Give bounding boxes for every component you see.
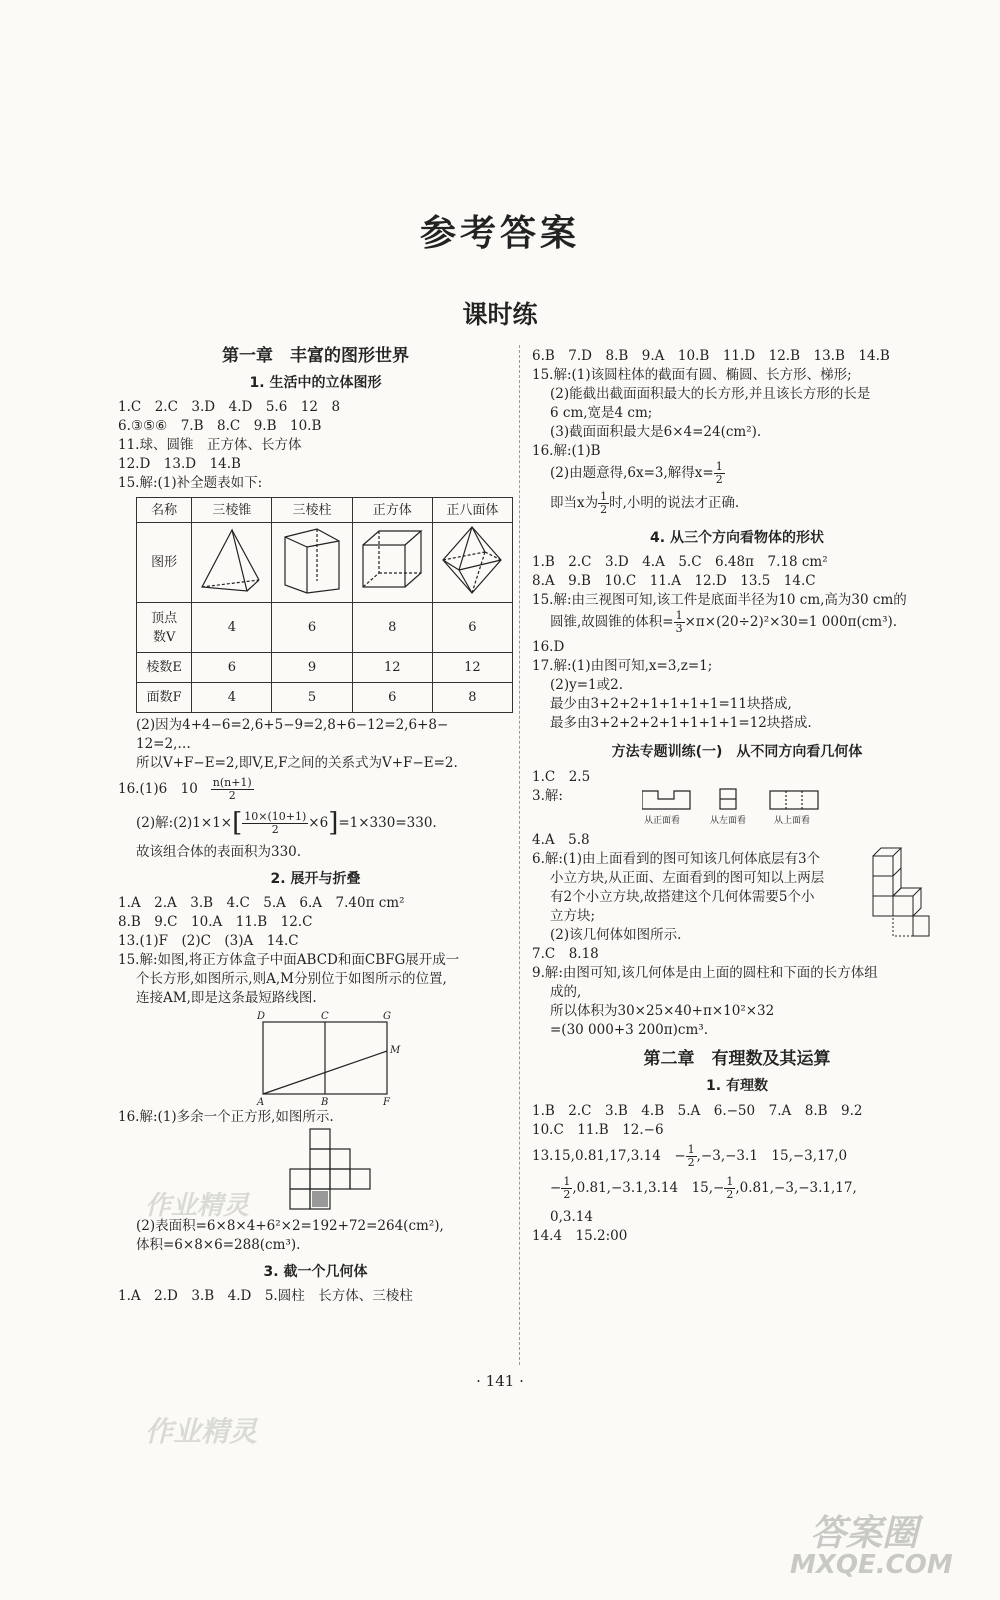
table-header: 三棱锥 [192, 498, 272, 523]
answer-line: 1.A 2.D 3.B 4.D 5.圆柱 长方体、三棱柱 [118, 1288, 413, 1304]
watermark: 作业精灵 [145, 1191, 250, 1221]
answer-line: 15.解:(1)补全题表如下: [118, 475, 263, 491]
answer-text: ×6 [308, 815, 329, 831]
answer-line: 6 cm,宽是4 cm; [550, 405, 653, 421]
table-cell: 8 [352, 603, 432, 653]
answer-line [532, 610, 942, 638]
fraction-denominator: 2 [228, 789, 236, 802]
table-cell: 5 [272, 683, 352, 713]
answer-line: 12=2,… [136, 736, 191, 752]
answer-text: ,0.81,−3,−3.1,17, [735, 1180, 857, 1196]
three-views-row [532, 787, 942, 831]
answer-line: (2)能截出截面面积最大的长方形,并且该长方形的长是 [550, 386, 871, 402]
right-column [532, 347, 942, 1246]
answer-line: 14.4 15.2:00 [532, 1228, 628, 1244]
octahedron-figure [432, 523, 512, 603]
fraction [714, 461, 725, 486]
three-views-figure [642, 787, 942, 831]
fraction-numerator: 1 [687, 1143, 695, 1156]
answer-text: (2)由题意得,6x=3,解得x= [550, 465, 714, 481]
section-4-heading: 4. 从三个方向看物体的形状 [650, 530, 824, 546]
answer-line: 所以V+F−E=2,即V,E,F之间的关系式为V+F−E=2. [136, 755, 458, 771]
answer-text: 时,小明的说法才正确. [609, 495, 740, 511]
fraction-numerator: 1 [715, 460, 723, 473]
answer-text: ×π×(20÷2)²×30=1 000π(cm³). [684, 614, 898, 630]
page-title: 参考答案 [419, 213, 580, 254]
answer-line: 17.解:(1)由图可知,x=3,z=1; [532, 658, 713, 674]
table-header: 名称 [137, 498, 192, 523]
cube-figure [352, 523, 432, 603]
answer-line: (2)该几何体如图所示. [550, 927, 682, 943]
answer-line: 16.解:(1)多余一个正方形,如图所示. [118, 1109, 334, 1125]
column-divider [519, 345, 520, 1365]
answer-line: 6.③⑤⑥ 7.B 8.C 9.B 10.B [118, 418, 322, 434]
section-2-heading: 2. 展开与折叠 [270, 871, 361, 887]
answer-line: (2)表面积=6×8×4+6²×2=192+72=264(cm²), [136, 1218, 444, 1234]
section-title: 课时练 [462, 300, 538, 329]
answer-line: 1.C 2.5 [532, 769, 591, 785]
table-header: 正八面体 [432, 498, 512, 523]
answer-line: 8.B 9.C 10.A 11.B 12.C [118, 914, 313, 930]
answer-text: 即当x为 [550, 495, 599, 511]
fraction-denominator: 2 [687, 1156, 695, 1169]
left-column [118, 347, 513, 1306]
fraction [561, 1176, 572, 1201]
answer-line: (2)因为4+4−6=2,6+5−9=2,8+6−12=2,6+8− [136, 717, 449, 733]
answer-line: 16.D [532, 639, 565, 655]
row-label-line: 数V [152, 629, 176, 645]
fraction [674, 610, 685, 635]
answer-line: 16.解:(1)B [532, 443, 601, 459]
fraction-denominator: 2 [715, 473, 723, 486]
table-cell: 6 [352, 683, 432, 713]
fraction-numerator: 1 [563, 1175, 571, 1188]
fraction [686, 1144, 697, 1169]
answer-line: (2)y=1或2. [550, 677, 624, 693]
answer-line: 小立方块,从正面、左面看到的图可知以上两层 [550, 870, 825, 886]
triangular-prism-figure [272, 523, 352, 603]
answer-line: 4.A 5.8 [532, 832, 590, 848]
fraction-denominator: 2 [600, 503, 608, 516]
fig-label: A [257, 1097, 265, 1108]
answer-line [532, 1176, 942, 1208]
stacked-cubes-figure [867, 842, 937, 942]
watermark: 答案圈 [810, 1513, 919, 1554]
answer-line: 1.B 2.C 3.D 4.A 5.C 6.48π 7.18 cm² [532, 554, 828, 570]
fraction [724, 1176, 735, 1201]
table-row-label: 面数F [137, 683, 192, 713]
answer-text: 16.(1)6 10 [118, 781, 198, 797]
table-cell: 4 [192, 603, 272, 653]
answer-line: (2)解:(2)1×1×[ $\frac{10\times(10+1)}{2}$ ×6]=1×330=330. [136, 808, 437, 838]
answer-text: 圆锥,故圆锥的体积= [550, 614, 674, 630]
solid-table [136, 497, 513, 713]
answer-line: 最少由3+2+2+1+1+1+1=11块搭成, [550, 696, 792, 712]
answer-line: 15.解:如图,将正方体盒子中面ABCD和面CBFG展开成一 [118, 952, 460, 968]
answer-line: 最多由3+2+2+2+1+1+1+1=12块搭成. [550, 715, 812, 731]
fraction-numerator: 1 [675, 609, 683, 622]
answer-line: 6.解:(1)由上面看到的图可知该几何体底层有3个 [532, 851, 821, 867]
view-label: 从左面看 [710, 816, 747, 826]
page-number: · 141 · [476, 1372, 524, 1390]
answer-line: 12.D 13.D 14.B [118, 456, 241, 472]
answer-text: 3.解: [532, 788, 563, 804]
section-1-heading: 1. 生活中的立体图形 [249, 375, 382, 391]
answer-line: 10.C 11.B 12.−6 [532, 1122, 664, 1138]
section-6-heading: 1. 有理数 [706, 1078, 768, 1094]
fraction-numerator: 1 [726, 1175, 734, 1188]
fraction-denominator: 3 [675, 622, 683, 635]
answer-line: 11.球、圆锥 正方体、长方体 [118, 437, 302, 453]
fraction-numerator: n(n+1) [212, 776, 252, 789]
answer-line: 9.解:由图可知,该几何体是由上面的圆柱和下面的长方体组 [532, 965, 878, 981]
table-cell: 9 [272, 653, 352, 683]
fraction-numerator: 10×(10+1) [244, 810, 307, 823]
answer-line: 有2个小立方块,故搭建这个几何体需要5个小 [550, 889, 815, 905]
answer-text: 13.15,0.81,17,3.14 − [532, 1148, 686, 1164]
answer-text: − [550, 1180, 562, 1196]
table-cell: 6 [272, 603, 352, 653]
answer-text: (2)解:(2)1×1× [136, 815, 233, 831]
table-cell: 12 [432, 653, 512, 683]
table-header: 三棱柱 [272, 498, 352, 523]
table-cell: 12 [352, 653, 432, 683]
table-row-label: 图形 [137, 523, 192, 603]
answer-line: 个长方形,如图所示,则A,M分别位于如图所示的位置, [136, 971, 447, 987]
chapter-1-heading: 第一章 丰富的图形世界 [222, 346, 409, 366]
triangular-pyramid-figure [192, 523, 272, 603]
q6-block [532, 850, 942, 945]
answer-line: 故该组合体的表面积为330. [136, 844, 302, 860]
table-cell: 4 [192, 683, 272, 713]
answer-line: 成的, [550, 984, 582, 1000]
answer-line: 8.A 9.B 10.C 11.A 12.D 13.5 14.C [532, 573, 816, 589]
watermark: MXQE.COM [790, 1550, 953, 1580]
table-row-label: 棱数E [137, 653, 192, 683]
table-cell: 6 [432, 603, 512, 653]
answer-line [532, 461, 942, 491]
answer-text: ,0.81,−3.1,3.14 15,− [572, 1180, 725, 1196]
fig-label: D [257, 1011, 266, 1022]
answer-line: 立方块; [550, 908, 596, 924]
fig-label: B [321, 1097, 329, 1108]
watermark: 作业精灵 [145, 1415, 258, 1448]
answer-line: 7.C 8.18 [532, 946, 599, 962]
table-header: 正方体 [352, 498, 432, 523]
answer-text: ,−3,−3.1 15,−3,17,0 [696, 1148, 848, 1164]
fraction [242, 811, 308, 836]
answer-line: 15.解:(1)该圆柱体的截面有圆、椭圆、长方形、梯形; [532, 367, 852, 383]
row-label-line: 顶点 [151, 610, 178, 626]
fig-label: M [390, 1045, 401, 1056]
extra-square [312, 1191, 328, 1207]
table-cell: 8 [432, 683, 512, 713]
fraction [211, 777, 254, 802]
answer-line: 所以体积为30×25×40+π×10²×32 [550, 1003, 775, 1019]
fig-label: G [383, 1011, 391, 1022]
table-row-label [137, 603, 192, 653]
answer-line [532, 491, 942, 521]
answer-line: 0,3.14 [550, 1209, 593, 1225]
answer-line: 1.B 2.C 3.B 4.B 5.A 6.−50 7.A 8.B 9.2 [532, 1103, 863, 1119]
section-5-heading: 方法专题训练(一) 从不同方向看几何体 [611, 744, 863, 760]
table-cell: 6 [192, 653, 272, 683]
answer-line: 6.B 7.D 8.B 9.A 10.B 11.D 12.B 13.B 14.B [532, 348, 890, 364]
answer-line: 13.(1)F (2)C (3)A 14.C [118, 933, 299, 949]
answer-line: 15.解:由三视图可知,该工件是底面半径为10 cm,高为30 cm的 [532, 592, 907, 608]
section-3-heading: 3. 截一个几何体 [263, 1264, 368, 1280]
answer-line: =(30 000+3 200π)cm³. [550, 1022, 708, 1038]
unfolded-rectangle-figure [118, 1008, 513, 1108]
answer-line [532, 1144, 942, 1176]
answer-line: 连接AM,即是这条最短路线图. [136, 990, 317, 1006]
answer-line: 体积=6×8×6=288(cm³). [136, 1237, 301, 1253]
fraction-numerator: 1 [600, 490, 608, 503]
fig-label: F [383, 1097, 390, 1108]
fraction-denominator: 2 [726, 1188, 734, 1201]
answer-text: =1×330=330. [338, 815, 437, 831]
fig-label: C [321, 1011, 329, 1022]
view-label: 从上面看 [774, 816, 811, 826]
fraction-denominator: 2 [271, 823, 279, 836]
fraction-denominator: 2 [563, 1188, 571, 1201]
answer-line: 1.C 2.C 3.D 4.D 5.6 12 8 [118, 399, 341, 415]
view-label: 从正面看 [644, 816, 681, 826]
fraction [598, 491, 609, 516]
answer-line: 1.A 2.A 3.B 4.C 5.A 6.A 7.40π cm² [118, 895, 405, 911]
chapter-2-heading: 第二章 有理数及其运算 [643, 1049, 831, 1069]
answer-line [118, 777, 513, 807]
answer-line: (3)截面面积最大是6×4=24(cm²). [550, 424, 762, 440]
